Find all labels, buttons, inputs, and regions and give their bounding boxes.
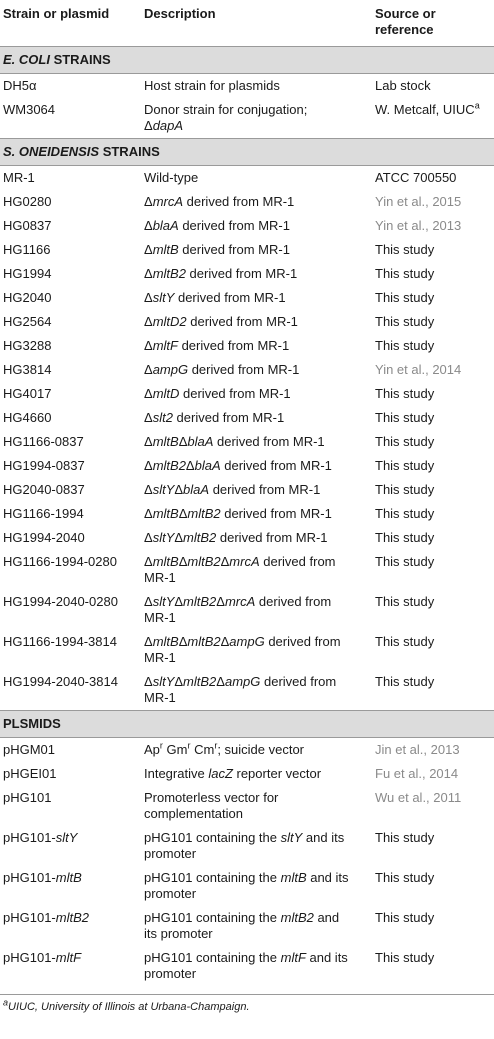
table-row [0, 286, 494, 310]
description-cell: ΔmltBΔmltB2ΔmrcA derived from MR-1 [144, 554, 336, 585]
strain-name-cell: HG2564 [3, 314, 52, 329]
table-row [0, 906, 494, 946]
description-cell: ΔmltB2 derived from MR-1 [144, 266, 298, 281]
strain-name-cell: pHG101-mltB [3, 870, 82, 885]
table-row [0, 454, 494, 478]
table-row [0, 310, 494, 334]
strain-name-cell: HG1994-2040 [3, 530, 85, 545]
table-row [0, 630, 494, 670]
description-cell: ΔblaA derived from MR-1 [144, 218, 290, 233]
source-cell: Fu et al., 2014 [375, 766, 459, 781]
strain-name-cell: HG3814 [3, 362, 52, 377]
description-cell: ΔmltD derived from MR-1 [144, 386, 291, 401]
source-cell: This study [375, 290, 435, 305]
table-row [0, 738, 494, 763]
table-row [0, 502, 494, 526]
table-row [0, 590, 494, 630]
header-source: Source or reference [375, 6, 436, 37]
description-cell: ΔsltYΔmltB2ΔmrcA derived from MR-1 [144, 594, 332, 625]
source-cell: This study [375, 482, 435, 497]
strain-name-cell: WM3064 [3, 102, 56, 117]
source-cell: This study [375, 434, 435, 449]
strain-name-cell: HG1994-2040-0280 [3, 594, 118, 609]
source-cell: Lab stock [375, 78, 431, 93]
description-cell: Ap$^r$ Gm$^r$ Cm$^r$; suicide vector [144, 740, 305, 757]
strain-name-cell: HG1994-2040-3814 [3, 674, 118, 689]
strain-name-cell: HG1994 [3, 266, 52, 281]
description-cell: ΔmltB derived from MR-1 [144, 242, 290, 257]
description-cell: ΔmrcA derived from MR-1 [144, 194, 295, 209]
table-row [0, 382, 494, 406]
section-header [0, 47, 494, 74]
strain-name-cell: MR-1 [3, 170, 35, 185]
source-cell: This study [375, 830, 435, 845]
table-row [0, 98, 494, 139]
description-cell: ΔmltBΔmltB2ΔampG derived from MR-1 [144, 634, 341, 665]
table-footnote: $^a$UIUC, University of Illinois at Urbana-Champaign. [0, 994, 494, 1019]
source-cell: This study [375, 554, 435, 569]
source-cell: Wu et al., 2011 [375, 790, 462, 805]
source-cell: This study [375, 242, 435, 257]
strain-name-cell: HG0837 [3, 218, 52, 233]
header-strain: Strain or plasmid [3, 6, 110, 21]
table-row [0, 334, 494, 358]
strain-name-cell: pHGM01 [3, 742, 56, 757]
section-title: E. COLI STRAINS [0, 47, 494, 74]
table-row [0, 526, 494, 550]
source-cell: This study [375, 950, 435, 965]
description-cell: ΔsltYΔmltB2 derived from MR-1 [144, 530, 328, 545]
table-row [0, 786, 494, 826]
source-cell: This study [375, 910, 435, 925]
description-cell: pHG101 containing the mltB and its promoter [144, 870, 349, 901]
description-cell: Δslt2 derived from MR-1 [144, 410, 285, 425]
table-row [0, 238, 494, 262]
description-cell: Donor strain for conjugation; ΔdapA [144, 102, 308, 133]
table-row [0, 946, 494, 986]
description-cell: ΔmltF derived from MR-1 [144, 338, 290, 353]
source-cell: W. Metcalf, UIUC$^a$ [375, 100, 480, 117]
strain-name-cell: pHG101 [3, 790, 52, 805]
source-cell: This study [375, 594, 435, 609]
source-cell: ATCC 700550 [375, 170, 457, 185]
source-cell: This study [375, 266, 435, 281]
table-header-row [0, 0, 494, 47]
table-row [0, 406, 494, 430]
strain-name-cell: HG1166 [3, 242, 51, 257]
strain-name-cell: DH5α [3, 78, 37, 93]
description-cell: ΔsltYΔmltB2ΔampG derived from MR-1 [144, 674, 337, 705]
table-row [0, 74, 494, 99]
source-cell: This study [375, 386, 435, 401]
description-cell: Host strain for plasmids [144, 78, 280, 93]
source-cell: This study [375, 506, 435, 521]
description-cell: ΔmltBΔblaA derived from MR-1 [144, 434, 325, 449]
table-row [0, 190, 494, 214]
source-cell: This study [375, 634, 435, 649]
table-row [0, 430, 494, 454]
section-header [0, 139, 494, 166]
description-cell: Wild-type [144, 170, 199, 185]
table-row [0, 214, 494, 238]
source-cell: This study [375, 458, 435, 473]
strain-name-cell: HG1166-0837 [3, 434, 84, 449]
table-row [0, 478, 494, 502]
strain-name-cell: HG0280 [3, 194, 52, 209]
description-cell: Promoterless vector for complementation [144, 790, 279, 821]
strain-name-cell: pHG101-mltB2 [3, 910, 89, 925]
description-cell: pHG101 containing the mltF and its promoter [144, 950, 348, 981]
strain-name-cell: HG2040 [3, 290, 52, 305]
source-cell: This study [375, 674, 435, 689]
table-row [0, 358, 494, 382]
strain-name-cell: HG1166-1994-0280 [3, 554, 117, 569]
table-row [0, 762, 494, 786]
description-cell: ΔmltBΔmltB2 derived from MR-1 [144, 506, 332, 521]
source-cell: This study [375, 410, 435, 425]
source-cell: Jin et al., 2013 [375, 742, 460, 757]
strain-name-cell: HG3288 [3, 338, 52, 353]
strain-name-cell: pHG101-sltY [3, 830, 78, 845]
table-row [0, 826, 494, 866]
strain-name-cell: HG1166-1994-3814 [3, 634, 117, 649]
strain-name-cell: HG1166-1994 [3, 506, 84, 521]
table-row [0, 670, 494, 711]
description-cell: Integrative lacZ reporter vector [144, 766, 322, 781]
source-cell: This study [375, 530, 435, 545]
strain-name-cell: HG2040-0837 [3, 482, 85, 497]
strain-name-cell: HG1994-0837 [3, 458, 85, 473]
description-cell: ΔampG derived from MR-1 [144, 362, 300, 377]
header-description: Description [144, 6, 216, 21]
section-header [0, 711, 494, 738]
table-row [0, 866, 494, 906]
source-cell: Yin et al., 2013 [375, 218, 462, 233]
section-title: PLSMIDS [0, 711, 494, 738]
description-cell: ΔsltYΔblaA derived from MR-1 [144, 482, 321, 497]
description-cell: ΔmltD2 derived from MR-1 [144, 314, 298, 329]
section-title: S. ONEIDENSIS STRAINS [0, 139, 494, 166]
table-row [0, 262, 494, 286]
strain-name-cell: HG4660 [3, 410, 52, 425]
strain-name-cell: pHG101-mltF [3, 950, 82, 965]
strain-name-cell: pHGEI01 [3, 766, 57, 781]
strain-name-cell: HG4017 [3, 386, 52, 401]
source-cell: This study [375, 314, 435, 329]
description-cell: ΔsltY derived from MR-1 [144, 290, 286, 305]
source-cell: This study [375, 338, 435, 353]
description-cell: pHG101 containing the mltB2 and its promoter [144, 910, 340, 941]
description-cell: pHG101 containing the sltY and its promoter [144, 830, 345, 861]
table-row [0, 550, 494, 590]
source-cell: Yin et al., 2015 [375, 194, 462, 209]
table-row [0, 166, 494, 191]
description-cell: ΔmltB2ΔblaA derived from MR-1 [144, 458, 332, 473]
source-cell: Yin et al., 2014 [375, 362, 462, 377]
source-cell: This study [375, 870, 435, 885]
